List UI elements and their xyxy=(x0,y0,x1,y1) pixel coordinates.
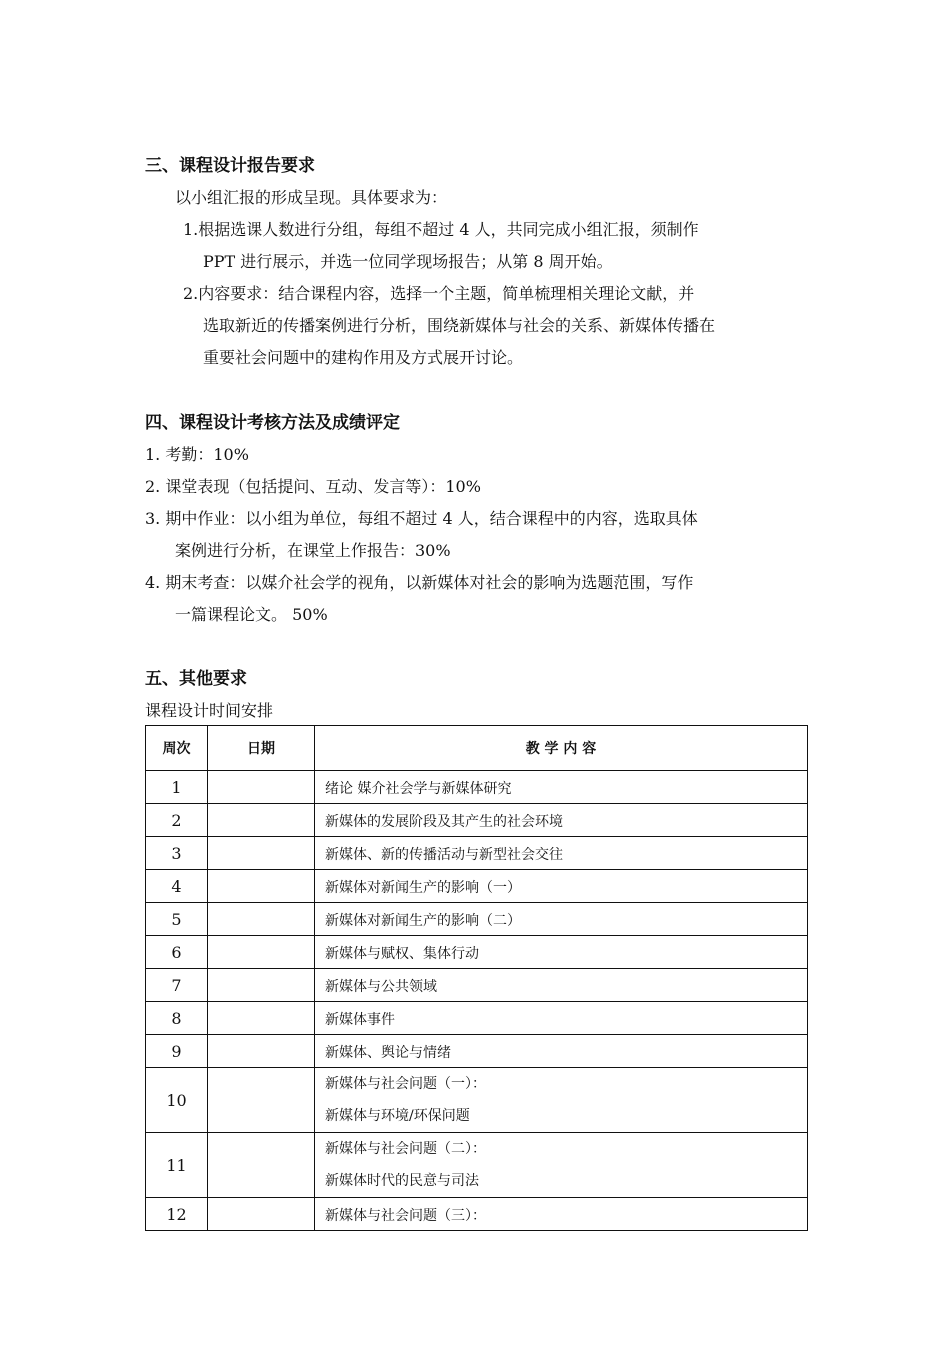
week-cell: 10 xyxy=(146,1068,208,1133)
content-cell: 新媒体、舆论与情绪 xyxy=(315,1035,808,1068)
content-cell: 新媒体对新闻生产的影响（二） xyxy=(315,903,808,936)
header-date: 日期 xyxy=(208,726,315,771)
date-cell xyxy=(208,870,315,903)
table-row xyxy=(146,804,808,837)
schedule-table xyxy=(145,725,808,1231)
section3-item1-line2: PPT 进行展示，并选一位同学现场报告；从第 8 周开始。 xyxy=(203,252,613,271)
table-row xyxy=(146,837,808,870)
week-cell: 6 xyxy=(146,936,208,969)
section4-item3-line1: 3. 期中作业：以小组为单位，每组不超过 4 人，结合课程中的内容，选取具体 xyxy=(145,509,698,528)
content-cell: 新媒体与赋权、集体行动 xyxy=(315,936,808,969)
week-cell: 7 xyxy=(146,969,208,1002)
date-cell xyxy=(208,771,315,804)
table-row xyxy=(146,1198,808,1231)
week-cell: 3 xyxy=(146,837,208,870)
week-cell: 8 xyxy=(146,1002,208,1035)
content-line: 新媒体与社会问题（一）： xyxy=(325,1076,486,1092)
content-cell: 新媒体与社会问题（三）： xyxy=(315,1198,808,1231)
week-cell: 9 xyxy=(146,1035,208,1068)
section4-item1: 1. 考勤：10% xyxy=(145,445,249,464)
table-row xyxy=(146,870,808,903)
week-cell: 4 xyxy=(146,870,208,903)
content-cell xyxy=(315,1133,808,1198)
section4-item2: 2. 课堂表现（包括提问、互动、发言等）：10% xyxy=(145,477,481,496)
date-cell xyxy=(208,969,315,1002)
section3-item2-line3: 重要社会问题中的建构作用及方式展开讨论。 xyxy=(203,348,524,367)
section4-item3-line2: 案例进行分析，在课堂上作报告：30% xyxy=(175,541,451,560)
week-cell: 12 xyxy=(146,1198,208,1231)
content-cell: 新媒体、新的传播活动与新型社会交往 xyxy=(315,837,808,870)
week-cell: 2 xyxy=(146,804,208,837)
content-cell: 新媒体的发展阶段及其产生的社会环境 xyxy=(315,804,808,837)
date-cell xyxy=(208,903,315,936)
table-row xyxy=(146,771,808,804)
header-content: 教 学 内 容 xyxy=(315,726,808,771)
content-cell: 绪论 媒介社会学与新媒体研究 xyxy=(315,771,808,804)
date-cell xyxy=(208,1035,315,1068)
section4-heading: 四、课程设计考核方法及成绩评定 xyxy=(145,413,400,433)
content-line: 新媒体与环境/环保问题 xyxy=(325,1108,470,1124)
date-cell xyxy=(208,804,315,837)
content-cell xyxy=(315,1068,808,1133)
content-line: 新媒体与社会问题（二）： xyxy=(325,1141,486,1157)
table-caption: 课程设计时间安排 xyxy=(145,701,274,720)
section5-heading: 五、其他要求 xyxy=(145,669,247,689)
week-cell: 5 xyxy=(146,903,208,936)
section4-item4-line1: 4. 期末考查：以媒介社会学的视角，以新媒体对社会的影响为选题范围，写作 xyxy=(145,573,694,592)
content-cell: 新媒体与公共领域 xyxy=(315,969,808,1002)
section3-item2-line2: 选取新近的传播案例进行分析，围绕新媒体与社会的关系、新媒体传播在 xyxy=(203,316,716,335)
content-line: 新媒体时代的民意与司法 xyxy=(325,1173,479,1189)
section3-intro: 以小组汇报的形成呈现。具体要求为： xyxy=(175,188,448,207)
section3-item2-line1: 2.内容要求：结合课程内容，选择一个主题，简单梳理相关理论文献，并 xyxy=(183,284,695,303)
table-row xyxy=(146,969,808,1002)
date-cell xyxy=(208,1002,315,1035)
date-cell xyxy=(208,1198,315,1231)
table-row xyxy=(146,1133,808,1198)
date-cell xyxy=(208,837,315,870)
content-cell: 新媒体事件 xyxy=(315,1002,808,1035)
week-cell: 1 xyxy=(146,771,208,804)
week-cell: 11 xyxy=(146,1133,208,1198)
date-cell xyxy=(208,1133,315,1198)
section3-item1-line1: 1.根据选课人数进行分组，每组不超过 4 人，共同完成小组汇报，须制作 xyxy=(183,220,699,239)
section3-heading: 三、课程设计报告要求 xyxy=(145,156,315,176)
section4-item4-line2: 一篇课程论文。 50% xyxy=(175,605,328,624)
date-cell xyxy=(208,936,315,969)
content-cell: 新媒体对新闻生产的影响（一） xyxy=(315,870,808,903)
table-row xyxy=(146,936,808,969)
table-row xyxy=(146,1068,808,1133)
header-week: 周次 xyxy=(146,726,208,771)
table-row xyxy=(146,903,808,936)
table-row xyxy=(146,1002,808,1035)
date-cell xyxy=(208,1068,315,1133)
table-row xyxy=(146,1035,808,1068)
